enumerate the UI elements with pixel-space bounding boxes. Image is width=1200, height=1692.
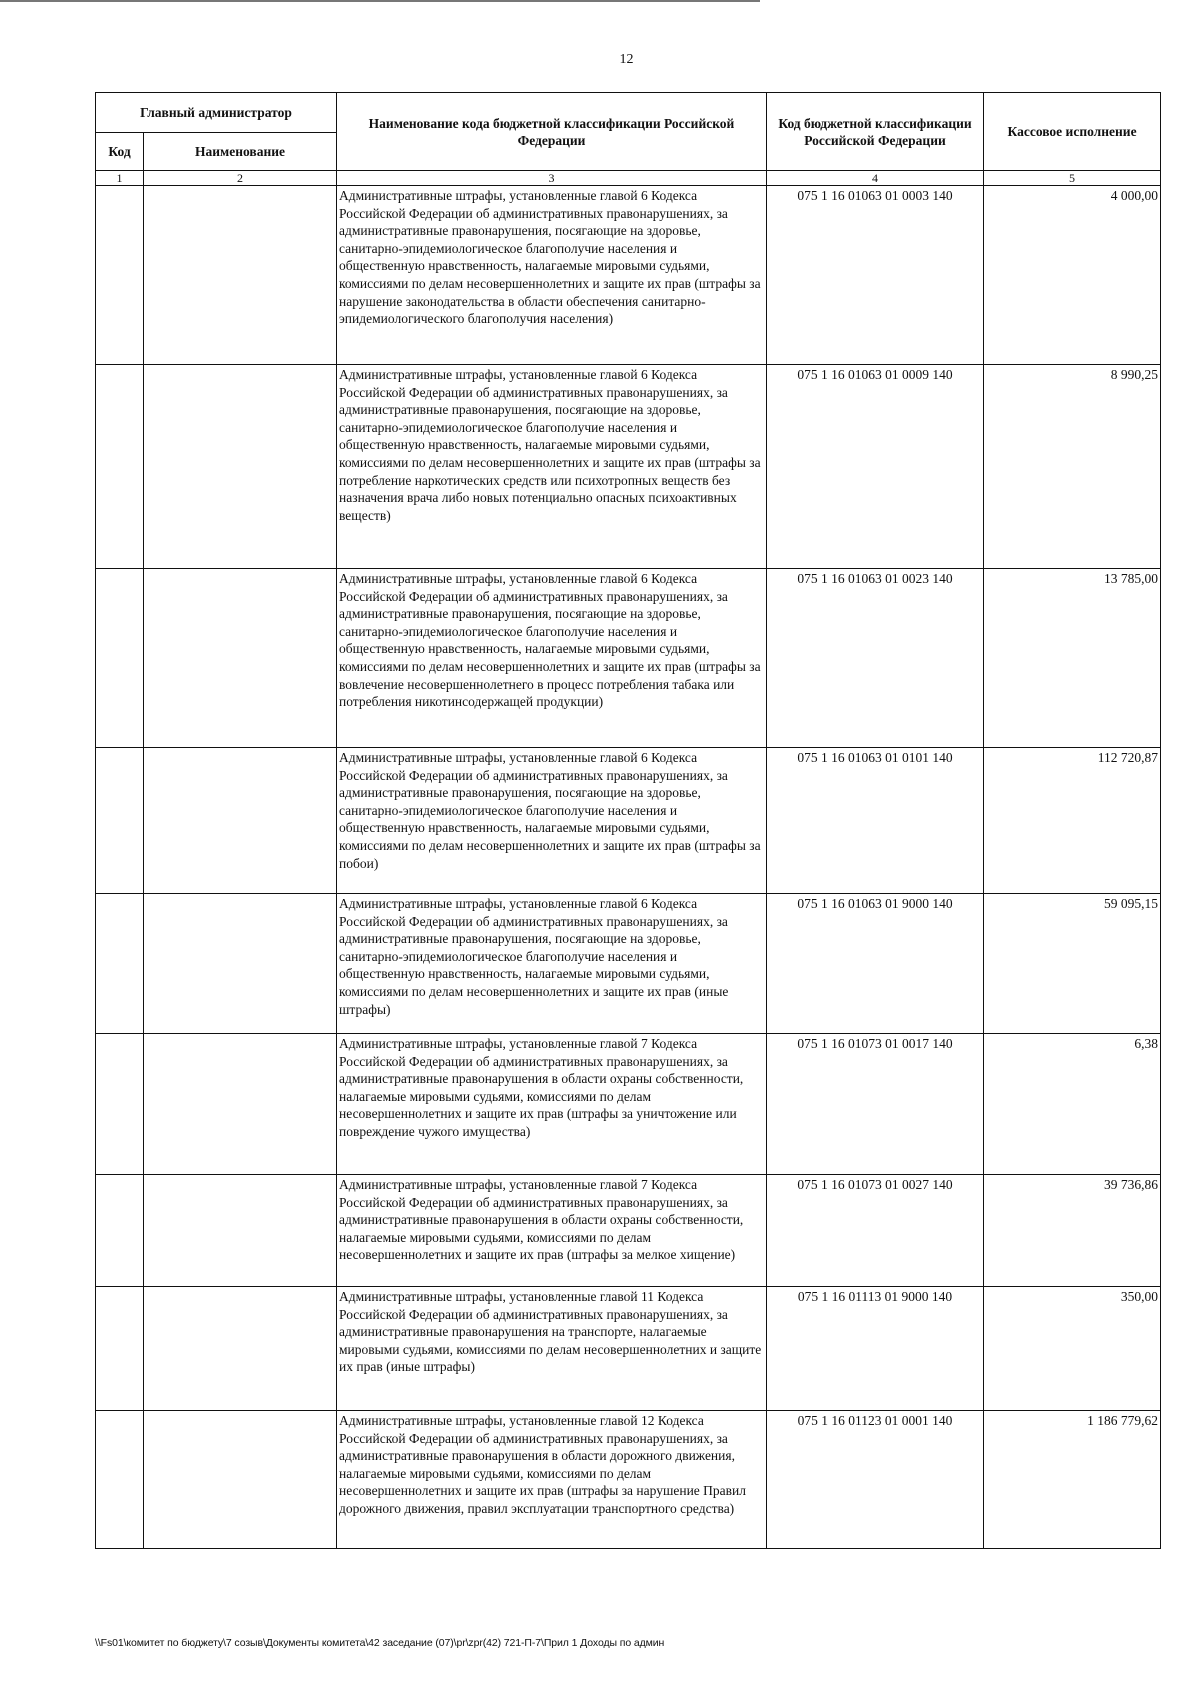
admin-code-cell (96, 186, 144, 365)
header-kbk-code: Код бюджетной классификации Российской Федерации (767, 93, 984, 171)
column-number: 5 (984, 171, 1161, 186)
amount-cell: 1 186 779,62 (984, 1411, 1161, 1549)
admin-name-cell (144, 569, 337, 748)
admin-code-cell (96, 569, 144, 748)
header-kbk-name: Наименование кода бюджетной классификации Российской Федерации (337, 93, 767, 171)
table-row (96, 1034, 1161, 1175)
kbk-name-cell: Административные штрафы, установленные главой 6 Кодекса Российской Федерации об административных правонарушениях, за административные правонарушения, посягающие на здоровье, санитарно-эпидемиологическое благополучие населения и общественную нравственность, налагаемые мировыми судьями, комиссиями по делам несовершеннолетних и защите их прав (штрафы за нарушение законодательства в области обеспечения санитарно-эпидемиологического благополучия населения) (337, 186, 767, 365)
table-row (96, 894, 1161, 1034)
kbk-name-cell: Административные штрафы, установленные главой 11 Кодекса Российской Федерации об административных правонарушениях, за административные правонарушения на транспорте, налагаемые мировыми судьями, комиссиями по делам несовершеннолетних и защите их прав (иные штрафы) (337, 1287, 767, 1411)
kbk-name-cell: Административные штрафы, установленные главой 12 Кодекса Российской Федерации об административных правонарушениях, за административные правонарушения в области дорожного движения, налагаемые мировыми судьями, комиссиями по делам несовершеннолетних и защите их прав (штрафы за нарушение Правил дорожного движения, правил эксплуатации транспортного средства) (337, 1411, 767, 1549)
file-path-footer: \\Fs01\комитет по бюджету\7 созыв\Документы комитета\42 заседание (07)\pr\zpr(42) 721-П-7\Прил 1 Доходы по админ (95, 1637, 665, 1649)
admin-name-cell (144, 186, 337, 365)
page-number: 12 (619, 52, 634, 67)
kbk-name-cell: Административные штрафы, установленные главой 6 Кодекса Российской Федерации об административных правонарушениях, за административные правонарушения, посягающие на здоровье, санитарно-эпидемиологическое благополучие населения и общественную нравственность, налагаемые мировыми судьями, комиссиями по делам несовершеннолетних и защите их прав (штрафы за побои) (337, 748, 767, 894)
admin-code-cell (96, 748, 144, 894)
admin-name-cell (144, 1034, 337, 1175)
amount-cell: 350,00 (984, 1287, 1161, 1411)
admin-code-cell (96, 1175, 144, 1287)
amount-cell: 13 785,00 (984, 569, 1161, 748)
table-row (96, 1287, 1161, 1411)
table-row (96, 1411, 1161, 1549)
header-code: Код (96, 133, 144, 171)
scan-top-rule (0, 0, 760, 2)
amount-cell: 6,38 (984, 1034, 1161, 1175)
header-name: Наименование (144, 133, 337, 171)
column-number: 3 (337, 171, 767, 186)
kbk-code-cell: 075 1 16 01063 01 0003 140 (767, 186, 984, 365)
admin-code-cell (96, 1411, 144, 1549)
budget-table (95, 92, 1161, 1549)
kbk-code-cell: 075 1 16 01063 01 0009 140 (767, 365, 984, 569)
admin-name-cell (144, 894, 337, 1034)
table-row (96, 365, 1161, 569)
admin-code-cell (96, 365, 144, 569)
table-row (96, 569, 1161, 748)
column-number: 4 (767, 171, 984, 186)
kbk-code-cell: 075 1 16 01073 01 0017 140 (767, 1034, 984, 1175)
column-number: 2 (144, 171, 337, 186)
admin-name-cell (144, 1287, 337, 1411)
column-number: 1 (96, 171, 144, 186)
admin-name-cell (144, 365, 337, 569)
kbk-code-cell: 075 1 16 01123 01 0001 140 (767, 1411, 984, 1549)
table-row (96, 748, 1161, 894)
table-row (96, 186, 1161, 365)
kbk-name-cell: Административные штрафы, установленные главой 7 Кодекса Российской Федерации об административных правонарушениях, за административные правонарушения в области охраны собственности, налагаемые мировыми судьями, комиссиями по делам несовершеннолетних и защите их прав (штрафы за уничтожение или повреждение чужого имущества) (337, 1034, 767, 1175)
kbk-name-cell: Административные штрафы, установленные главой 6 Кодекса Российской Федерации об административных правонарушениях, за административные правонарушения, посягающие на здоровье, санитарно-эпидемиологическое благополучие населения и общественную нравственность, налагаемые мировыми судьями, комиссиями по делам несовершеннолетних и защите их прав (штрафы за вовлечение несовершеннолетнего в процесс потребления табака или потребления никотинсодержащей продукции) (337, 569, 767, 748)
amount-cell: 8 990,25 (984, 365, 1161, 569)
amount-cell: 4 000,00 (984, 186, 1161, 365)
kbk-code-cell: 075 1 16 01063 01 0023 140 (767, 569, 984, 748)
kbk-code-cell: 075 1 16 01113 01 9000 140 (767, 1287, 984, 1411)
kbk-code-cell: 075 1 16 01063 01 9000 140 (767, 894, 984, 1034)
table-row (96, 1175, 1161, 1287)
admin-code-cell (96, 1034, 144, 1175)
kbk-name-cell: Административные штрафы, установленные главой 6 Кодекса Российской Федерации об административных правонарушениях, за административные правонарушения, посягающие на здоровье, санитарно-эпидемиологическое благополучие населения и общественную нравственность, налагаемые мировыми судьями, комиссиями по делам несовершеннолетних и защите их прав (штрафы за потребление наркотических средств или психотропных веществ без назначения врача либо новых потенциально опасных психоактивных веществ) (337, 365, 767, 569)
amount-cell: 112 720,87 (984, 748, 1161, 894)
header-chief-admin: Главный администратор (96, 93, 337, 133)
amount-cell: 59 095,15 (984, 894, 1161, 1034)
kbk-name-cell: Административные штрафы, установленные главой 7 Кодекса Российской Федерации об административных правонарушениях, за административные правонарушения в области охраны собственности, налагаемые мировыми судьями, комиссиями по делам несовершеннолетних и защите их прав (штрафы за мелкое хищение) (337, 1175, 767, 1287)
admin-code-cell (96, 1287, 144, 1411)
kbk-code-cell: 075 1 16 01063 01 0101 140 (767, 748, 984, 894)
admin-name-cell (144, 1175, 337, 1287)
admin-name-cell (144, 1411, 337, 1549)
kbk-name-cell: Административные штрафы, установленные главой 6 Кодекса Российской Федерации об административных правонарушениях, за административные правонарушения, посягающие на здоровье, санитарно-эпидемиологическое благополучие населения и общественную нравственность, налагаемые мировыми судьями, комиссиями по делам несовершеннолетних и защите их прав (иные штрафы) (337, 894, 767, 1034)
kbk-code-cell: 075 1 16 01073 01 0027 140 (767, 1175, 984, 1287)
header-cash-execution: Кассовое исполнение (984, 93, 1161, 171)
amount-cell: 39 736,86 (984, 1175, 1161, 1287)
admin-code-cell (96, 894, 144, 1034)
admin-name-cell (144, 748, 337, 894)
